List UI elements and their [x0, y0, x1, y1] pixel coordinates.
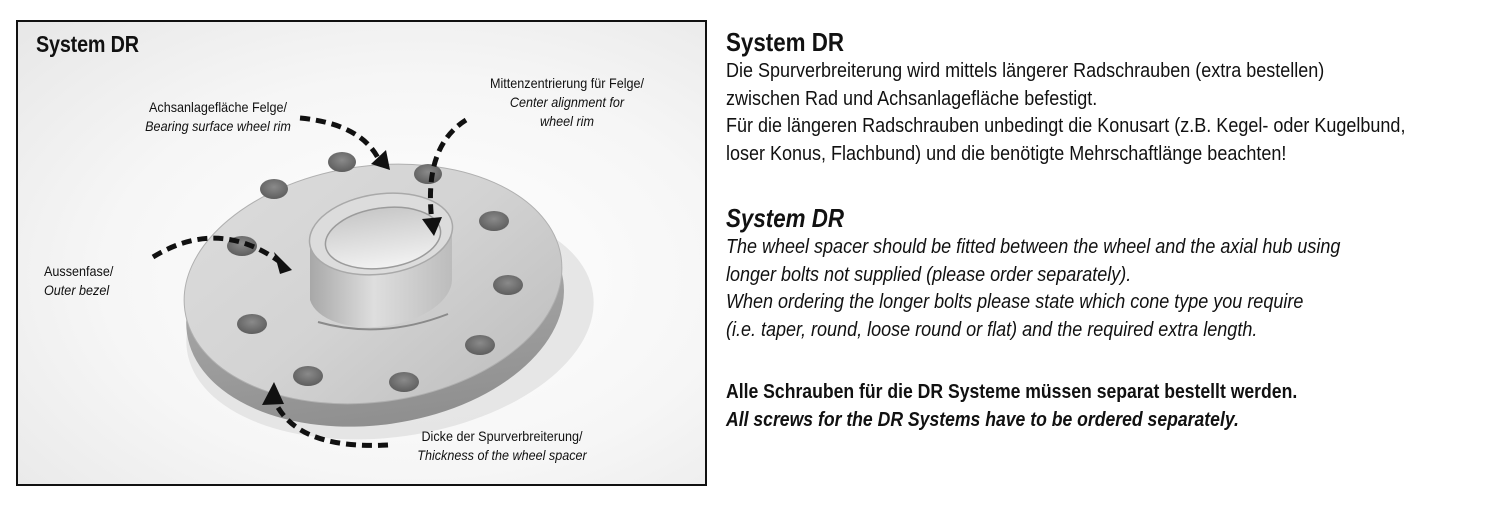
figure-title: System DR: [36, 31, 139, 57]
callout-outer-de: Aussenfase/: [44, 263, 114, 279]
callout-thickness-de: Dicke der Spurverbreiterung/: [421, 428, 583, 444]
callout-bearing-surface: [124, 98, 311, 136]
callout-bearing-en: Bearing surface wheel rim: [145, 118, 291, 134]
german-line-4: loser Konus, Flachbund) und die benötigte Mehrschaftlänge beachten!: [726, 142, 1287, 165]
callout-thickness: [394, 427, 610, 465]
callout-bearing-de: Achsanlagefläche Felge/: [148, 99, 287, 115]
german-line-3: Für die längeren Radschrauben unbedingt die Konusart (z.B. Kegel- oder Kugelbund,: [726, 115, 1406, 137]
german-title: System DR: [726, 27, 845, 57]
english-line-2: longer bolts not supplied (please order separately).: [726, 263, 1132, 286]
note-german: Alle Schrauben für die DR Systeme müssen separat bestellt werden.: [726, 381, 1298, 403]
english-line-4: (i.e. taper, round, loose round or flat) and the required extra length.: [726, 318, 1258, 341]
callout-outer-en: Outer bezel: [44, 282, 110, 298]
callout-center-en-1: Center alignment for: [509, 94, 625, 110]
callout-outer-bezel: [44, 262, 179, 300]
description-german: [726, 26, 1481, 168]
english-line-3: When ordering the longer bolts please state which cone type you require: [726, 291, 1304, 313]
callout-center-en-2: wheel rim: [540, 113, 594, 129]
callout-thickness-en: Thickness of the wheel spacer: [417, 447, 587, 463]
german-line-1: Die Spurverbreiterung wird mittels längerer Radschrauben (extra bestellen): [726, 60, 1325, 82]
description-english: [726, 202, 1409, 344]
note-english: All screws for the DR Systems have to be ordered separately.: [726, 409, 1239, 431]
german-line-2: zwischen Rad und Achsanlagefläche befestigt.: [726, 87, 1098, 110]
callout-center-de: Mittenzentrierung für Felge/: [489, 75, 645, 91]
callout-center-alignment: [460, 74, 674, 131]
ordering-notes: [726, 378, 1375, 434]
english-title: System DR: [726, 203, 845, 233]
english-line-1: The wheel spacer should be fitted between the wheel and the axial hub using: [726, 236, 1341, 258]
product-figure: [16, 20, 707, 486]
